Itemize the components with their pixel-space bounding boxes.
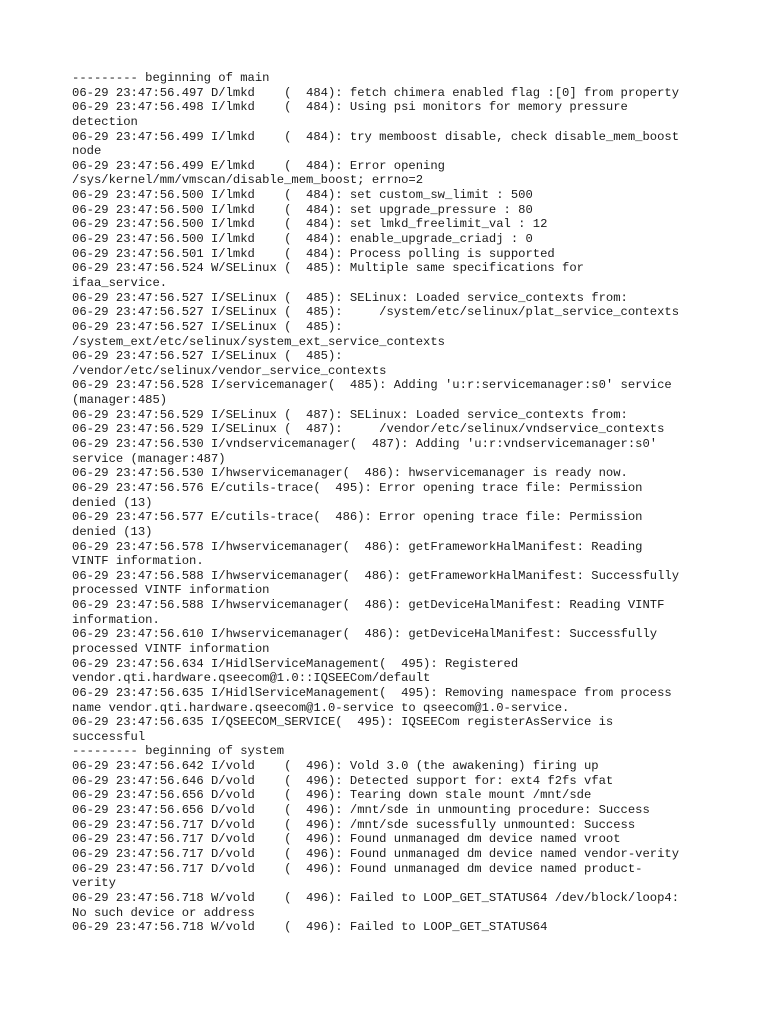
log-line: denied (13) <box>72 524 153 539</box>
log-line: 06-29 23:47:56.527 I/SELinux ( 485): /system/etc/selinux/plat_service_contexts <box>72 305 680 320</box>
log-line: vendor.qti.hardware.qseecom@1.0::IQSEECom/default <box>72 671 431 686</box>
log-line: 06-29 23:47:56.500 I/lmkd ( 484): enable_upgrade_criadj : 0 <box>72 232 533 247</box>
log-line: (manager:485) <box>72 393 168 408</box>
log-line: VINTF information. <box>72 554 204 569</box>
log-line: 06-29 23:47:56.529 I/SELinux ( 487): SELinux: Loaded service_contexts from: <box>72 407 628 422</box>
log-line: 06-29 23:47:56.588 I/hwservicemanager( 486): getFrameworkHalManifest: Successfully <box>72 568 680 583</box>
log-line: 06-29 23:47:56.610 I/hwservicemanager( 486): getDeviceHalManifest: Successfully <box>72 627 658 642</box>
log-line: 06-29 23:47:56.500 I/lmkd ( 484): set custom_sw_limit : 500 <box>72 188 533 203</box>
log-line: 06-29 23:47:56.499 E/lmkd ( 484): Error opening <box>72 158 445 173</box>
log-line: ifaa_service. <box>72 275 168 290</box>
log-line: 06-29 23:47:56.718 W/vold ( 496): Failed to LOOP_GET_STATUS64 <box>72 920 548 935</box>
log-line: 06-29 23:47:56.646 D/vold ( 496): Detected support for: ext4 f2fs vfat <box>72 773 614 788</box>
log-line: information. <box>72 612 160 627</box>
log-line: 06-29 23:47:56.527 I/SELinux ( 485): <box>72 349 343 364</box>
log-line: 06-29 23:47:56.656 D/vold ( 496): /mnt/sde in unmounting procedure: Success <box>72 803 650 818</box>
log-line: /system_ext/etc/selinux/system_ext_service_contexts <box>72 334 445 349</box>
log-line: 06-29 23:47:56.524 W/SELinux ( 485): Multiple same specifications for <box>72 261 584 276</box>
log-line: 06-29 23:47:56.718 W/vold ( 496): Failed to LOOP_GET_STATUS64 /dev/block/loop4: <box>72 890 680 905</box>
log-line: 06-29 23:47:56.717 D/vold ( 496): /mnt/sde sucessfully unmounted: Success <box>72 817 636 832</box>
log-line: 06-29 23:47:56.527 I/SELinux ( 485): SELinux: Loaded service_contexts from: <box>72 290 628 305</box>
log-line: 06-29 23:47:56.527 I/SELinux ( 485): <box>72 319 343 334</box>
log-line: 06-29 23:47:56.656 D/vold ( 496): Tearing down stale mount /mnt/sde <box>72 788 592 803</box>
log-line: --------- beginning of system <box>72 744 285 759</box>
log-line: verity <box>72 876 116 891</box>
log-line: detection <box>72 114 138 129</box>
log-line: processed VINTF information <box>72 641 270 656</box>
log-line: 06-29 23:47:56.500 I/lmkd ( 484): set upgrade_pressure : 80 <box>72 202 533 217</box>
log-line: 06-29 23:47:56.501 I/lmkd ( 484): Process polling is supported <box>72 246 555 261</box>
log-line: 06-29 23:47:56.578 I/hwservicemanager( 486): getFrameworkHalManifest: Reading <box>72 539 643 554</box>
log-line: 06-29 23:47:56.717 D/vold ( 496): Found unmanaged dm device named product- <box>72 861 643 876</box>
log-line: 06-29 23:47:56.642 I/vold ( 496): Vold 3.0 (the awakening) firing up <box>72 759 599 774</box>
log-line: processed VINTF information <box>72 583 270 598</box>
log-line: 06-29 23:47:56.529 I/SELinux ( 487): /vendor/etc/selinux/vndservice_contexts <box>72 422 665 437</box>
log-line: node <box>72 144 102 159</box>
log-line: 06-29 23:47:56.588 I/hwservicemanager( 486): getDeviceHalManifest: Reading VINTF <box>72 598 665 613</box>
log-line: 06-29 23:47:56.635 I/QSEECOM_SERVICE( 495): IQSEECom registerAsService is <box>72 715 614 730</box>
log-line: 06-29 23:47:56.528 I/servicemanager( 485): Adding 'u:r:servicemanager:s0' service <box>72 378 672 393</box>
log-line: 06-29 23:47:56.635 I/HidlServiceManagement( 495): Removing namespace from process <box>72 685 672 700</box>
log-line: /sys/kernel/mm/vmscan/disable_mem_boost; errno=2 <box>72 173 424 188</box>
log-line: service (manager:487) <box>72 451 226 466</box>
log-line: 06-29 23:47:56.530 I/hwservicemanager( 486): hwservicemanager is ready now. <box>72 466 628 481</box>
log-line: 06-29 23:47:56.717 D/vold ( 496): Found unmanaged dm device named vroot <box>72 832 621 847</box>
log-line: denied (13) <box>72 495 153 510</box>
log-line: 06-29 23:47:56.634 I/HidlServiceManagement( 495): Registered <box>72 656 519 671</box>
log-line: 06-29 23:47:56.497 D/lmkd ( 484): fetch chimera enabled flag :[0] from property <box>72 85 680 100</box>
log-line: --------- beginning of main <box>72 71 270 85</box>
log-line: No such device or address <box>72 905 255 920</box>
log-line: 06-29 23:47:56.577 E/cutils-trace( 486): Error opening trace file: Permission <box>72 510 643 525</box>
log-line: 06-29 23:47:56.498 I/lmkd ( 484): Using psi monitors for memory pressure <box>72 100 628 115</box>
log-line: name vendor.qti.hardware.qseecom@1.0-service to qseecom@1.0-service. <box>72 700 570 715</box>
log-line: 06-29 23:47:56.717 D/vold ( 496): Found unmanaged dm device named vendor-verity <box>72 846 680 861</box>
log-line: successful <box>72 729 146 744</box>
log-line: 06-29 23:47:56.576 E/cutils-trace( 495): Error opening trace file: Permission <box>72 480 643 495</box>
log-document <box>72 71 712 935</box>
log-line: 06-29 23:47:56.499 I/lmkd ( 484): try memboost disable, check disable_mem_boost <box>72 129 680 144</box>
log-line: 06-29 23:47:56.500 I/lmkd ( 484): set lmkd_freelimit_val : 12 <box>72 217 548 232</box>
log-line: 06-29 23:47:56.530 I/vndservicemanager( 487): Adding 'u:r:vndservicemanager:s0' <box>72 437 658 452</box>
log-line: /vendor/etc/selinux/vendor_service_contexts <box>72 363 387 378</box>
